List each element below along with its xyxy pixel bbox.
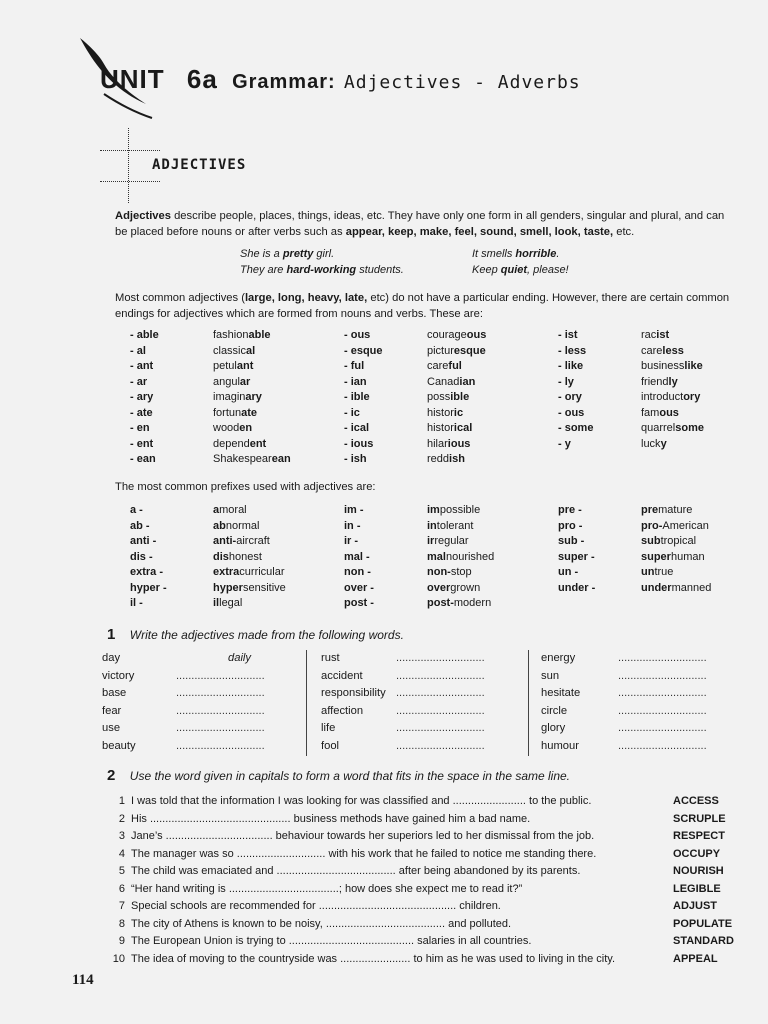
prefix-label: under - <box>558 581 596 594</box>
prefix-example <box>213 581 286 596</box>
prefix-example <box>427 503 480 518</box>
exercise-2-number: 2 <box>107 767 116 784</box>
exercise-2-item-number: 9 <box>118 935 125 947</box>
suffix-label: - ian <box>344 375 367 388</box>
prefix-example <box>427 596 491 611</box>
prefix-example <box>641 565 673 580</box>
suffix-example <box>427 406 463 421</box>
exercise-1-sample-answer: daily <box>228 652 252 664</box>
exercise-1-answer-blank[interactable]: ............................. <box>176 687 265 699</box>
exercise-1-word: rust <box>321 652 340 664</box>
exercise-2-item-text: Jane’s ................................... behaviour towards her superiors led to her dismissal from the job. <box>131 830 595 842</box>
exercise-1-answer-blank[interactable]: ............................. <box>396 652 485 664</box>
example-2: It smells horrible. <box>472 248 560 260</box>
suffix-label: - ant <box>130 360 154 372</box>
exercise-2-item-number: 8 <box>118 917 125 930</box>
prefix-example <box>213 550 262 565</box>
suffix-example-stem: Canad <box>427 375 460 388</box>
title-unit-number: 6a <box>186 64 218 94</box>
prefix-label: mal - <box>344 550 370 563</box>
prefix-label: pro - <box>558 519 583 532</box>
suffix-example <box>213 406 257 421</box>
exercise-2-item-text: I was told that the information I was looking for was classified and ........................ to the public. <box>131 795 592 807</box>
prefix-example-prefix: ab <box>213 519 226 532</box>
exercise-2-item <box>100 898 730 915</box>
exercise-2-capital-word: OCCUPY <box>673 847 721 860</box>
prefix-example-prefix: ir <box>427 535 435 547</box>
suffix-example-ending: ful <box>448 360 462 372</box>
suffix-example <box>213 328 271 343</box>
suffix-label: - ary <box>130 391 154 403</box>
exercise-2-capital-word: ADJUST <box>673 900 718 912</box>
page-number: 114 <box>72 972 94 988</box>
prefix-example-rest: normal <box>225 519 260 532</box>
exercise-2-item-text: “Her hand writing is ....................................; how does she expect me to read it?” <box>131 882 523 895</box>
exercise-1-instruction: Write the adjectives made from the following words. <box>129 628 404 642</box>
exercise-1-answer-blank[interactable]: ............................. <box>618 687 707 699</box>
exercise-1-word: fool <box>321 739 340 752</box>
prefix-example <box>641 550 705 565</box>
prefix-example-prefix: il <box>213 597 220 609</box>
suffix-example-ending: ous <box>466 329 487 341</box>
suffix-example-stem: fashion <box>213 329 249 341</box>
suffix-example-stem: introduct <box>641 391 684 403</box>
prefix-example <box>213 565 285 580</box>
section-divider-bottom <box>100 181 160 182</box>
suffix-example-stem: pictur <box>427 344 454 357</box>
prefix-example-rest: mature <box>658 504 693 516</box>
suffix-example-ending: less <box>662 344 684 357</box>
suffix-example-stem: courage <box>427 329 467 341</box>
suffix-example-stem: quarrel <box>641 422 676 434</box>
exercise-1-word: base <box>102 687 127 699</box>
exercise-1-word: hesitate <box>541 687 581 699</box>
suffix-example <box>213 437 266 452</box>
prefix-example <box>641 534 696 549</box>
suffix-example <box>427 344 486 359</box>
prefix-label: super - <box>558 550 595 563</box>
suffix-label: - ist <box>558 329 578 341</box>
exercise-1-header <box>107 626 404 644</box>
suffix-example-ending: esque <box>453 344 486 357</box>
suffix-example-ending: ical <box>453 422 473 434</box>
prefix-example-rest: curricular <box>239 566 285 578</box>
exercise-1-answer-blank[interactable]: ............................. <box>396 704 485 717</box>
suffix-example-stem: petul <box>213 360 237 372</box>
suffix-example <box>641 359 703 374</box>
exercise-1-word: glory <box>541 722 566 734</box>
exercise-1-word: affection <box>321 704 364 717</box>
section-divider-vertical <box>128 128 129 203</box>
exercise-2-item <box>100 811 730 828</box>
exercise-2-item-text: The idea of moving to the countryside was ....................... to him as he was used to living in the city. <box>131 952 616 965</box>
suffix-label: - ate <box>130 406 153 419</box>
exercise-1-answer-blank[interactable]: ............................. <box>618 669 707 682</box>
exercise-2-item-number: 5 <box>118 865 125 877</box>
suffix-example-ending: ian <box>459 375 476 388</box>
suffix-example-stem: classic <box>213 344 247 357</box>
exercise-2-item <box>100 793 730 810</box>
exercise-1-answer-blank[interactable]: ............................. <box>396 739 485 752</box>
suffix-label: - ent <box>130 437 154 450</box>
exercise-1-answer-blank[interactable]: ............................. <box>618 722 707 734</box>
title-unit: UNIT <box>100 64 165 94</box>
exercise-2-capital-word: RESPECT <box>673 830 725 842</box>
prefix-label: extra - <box>130 566 164 578</box>
suffix-example-stem: luck <box>641 437 661 450</box>
suffix-label: - like <box>558 360 584 372</box>
exercise-2-item <box>100 846 730 863</box>
exercise-2-item-number: 7 <box>118 900 125 912</box>
suffix-label: - y <box>558 437 571 450</box>
prefix-example <box>427 519 473 534</box>
page-title <box>100 64 581 95</box>
suffix-label: - ious <box>344 437 374 450</box>
exercise-2-item-number: 2 <box>118 812 125 825</box>
suffix-label: - ean <box>130 453 156 465</box>
suffix-example-stem: hilar <box>427 437 448 450</box>
suffix-example-ending: ant <box>236 360 254 372</box>
exercise-1-answer-blank[interactable]: ............................. <box>396 687 485 699</box>
intro-verbs: appear, keep, make, feel, sound, smell, look, taste, <box>345 226 614 238</box>
exercise-2-capital-word: POPULATE <box>673 917 733 930</box>
prefix-example-rest: tolerant <box>436 519 474 532</box>
section-divider-top <box>100 150 160 151</box>
prefix-label: anti - <box>130 535 157 547</box>
exercise-2-capital-word: ACCESS <box>673 795 719 807</box>
suffix-example-stem: business <box>641 360 685 372</box>
exercise-2-item <box>100 863 730 880</box>
suffix-example-ending: ous <box>659 406 679 419</box>
prefix-label: hyper - <box>130 581 167 594</box>
prefix-label: a - <box>130 504 143 516</box>
suffix-example-stem: imagin <box>213 391 246 403</box>
prefix-example <box>641 519 709 534</box>
section-heading: ADJECTIVES <box>152 157 247 173</box>
exercise-1-word: energy <box>541 652 576 664</box>
prefix-example-rest: moral <box>219 504 247 516</box>
suffix-label: - ous <box>558 406 585 419</box>
exercise-1-answer-blank[interactable]: ............................. <box>176 739 265 752</box>
suffix-example <box>427 452 465 467</box>
prefix-example-rest: honest <box>228 550 262 563</box>
prefix-example-prefix: sub <box>641 535 661 547</box>
intro-text-2: etc. <box>613 226 635 238</box>
suffix-example <box>427 437 470 452</box>
suffix-label: - some <box>558 422 594 434</box>
prefix-example-prefix: non- <box>427 566 451 578</box>
prefix-label: sub - <box>558 535 585 547</box>
prefix-label: post - <box>344 597 374 609</box>
exercise-1-answer-blank[interactable]: ............................. <box>176 722 265 734</box>
endings-paragraph: Most common adjectives (large, long, heavy, late, etc) do not have a particular ending. However, there are certain common endings for adjectives which are formed from nouns and verbs. These are: <box>115 292 730 320</box>
prefix-example-rest: stop <box>450 566 472 578</box>
suffix-example-stem: wood <box>213 422 240 434</box>
suffix-example <box>427 375 475 390</box>
intro-text-1: describe people, places, things, ideas, etc. They have only one form in all genders, singular and plural, and can be placed before nouns or after verbs such as <box>115 210 725 238</box>
suffix-example-stem: care <box>427 360 449 372</box>
suffix-example-stem: depend <box>213 437 250 450</box>
prefix-example-prefix: under <box>641 581 672 594</box>
prefix-example <box>641 581 711 596</box>
prefix-example-prefix: in <box>427 519 437 532</box>
exercise-1-number: 1 <box>107 626 116 643</box>
exercise-2-item-number: 4 <box>118 847 125 860</box>
suffix-example <box>213 344 255 359</box>
prefix-example-prefix: extra <box>213 566 240 578</box>
exercise-2-instruction: Use the word given in capitals to form a word that fits in the space in the same line. <box>129 769 571 783</box>
exercise-1-divider-1 <box>306 650 307 756</box>
prefix-example-rest: nourished <box>445 550 495 563</box>
intro-paragraph <box>115 208 730 240</box>
suffix-example-ending: able <box>248 329 271 341</box>
suffix-label: - ful <box>344 360 365 372</box>
exercise-1-word: victory <box>102 669 135 682</box>
example-1: She is a pretty girl. <box>240 248 335 260</box>
suffix-example-stem: Shakespear <box>213 453 272 465</box>
suffix-example <box>641 344 684 359</box>
prefix-example-rest: aircraft <box>236 535 270 547</box>
prefix-label: ab - <box>130 519 150 532</box>
suffix-label: - esque <box>344 344 383 357</box>
suffix-example-ending: en <box>239 422 253 434</box>
prefix-example-rest: legal <box>219 597 243 609</box>
exercise-2-capital-word: APPEAL <box>673 952 718 965</box>
suffix-example <box>427 359 462 374</box>
exercise-1-word: day <box>102 652 121 664</box>
suffix-label: - al <box>130 344 146 357</box>
suffix-example <box>213 359 253 374</box>
prefix-example-prefix: mal <box>427 550 446 563</box>
suffix-label: - less <box>558 344 587 357</box>
exercise-2-item <box>100 916 733 933</box>
suffix-example-stem: redd <box>427 453 450 465</box>
prefix-label: dis - <box>130 550 153 563</box>
example-3: They are hard-working students. <box>240 264 404 276</box>
suffix-example <box>641 421 704 436</box>
exercise-1-word: life <box>321 722 336 734</box>
exercise-1-word: circle <box>541 704 568 717</box>
exercise-1-answer-blank[interactable]: ............................. <box>618 652 707 664</box>
exercise-1-divider-2 <box>528 650 529 756</box>
suffix-example <box>213 421 252 436</box>
exercise-1-word: accident <box>321 669 363 682</box>
suffix-example-ending: ist <box>656 329 670 341</box>
exercise-1-answer-blank[interactable]: ............................. <box>176 704 265 717</box>
suffix-example-ending: ary <box>245 391 262 403</box>
exercise-2-capital-word: LEGIBLE <box>673 882 721 895</box>
exercise-2-item-number: 1 <box>118 795 125 807</box>
suffix-example-ending: ic <box>453 406 464 419</box>
suffix-label: - ly <box>558 375 574 388</box>
prefix-example-rest: possible <box>439 504 481 516</box>
suffix-label: - ory <box>558 391 582 403</box>
suffix-example <box>427 421 472 436</box>
suffix-example <box>213 390 262 405</box>
exercise-1-word: beauty <box>102 739 136 752</box>
suffix-example-stem: histor <box>427 422 454 434</box>
prefix-example-rest: sensitive <box>242 581 286 594</box>
prefix-example <box>427 534 469 549</box>
suffix-example-ending: ar <box>239 375 251 388</box>
prefix-example <box>213 503 247 518</box>
exercise-2-item <box>100 828 730 845</box>
exercise-2-item-text: His .............................................. business methods have gained him a bad name. <box>131 812 531 825</box>
prefix-example-prefix: pre <box>641 504 659 516</box>
suffix-example <box>213 452 291 467</box>
prefix-example-rest: regular <box>434 535 469 547</box>
example-4: Keep quiet, please! <box>472 264 569 276</box>
suffix-example-ending: some <box>675 422 704 434</box>
prefix-label: over - <box>344 581 374 594</box>
prefix-example-rest: American <box>662 519 709 532</box>
prefix-example <box>427 581 480 596</box>
prefix-example-rest: manned <box>671 581 712 594</box>
suffix-example-stem: angul <box>213 375 240 388</box>
prefix-example <box>213 519 259 534</box>
suffix-label: - ical <box>344 422 370 434</box>
prefix-example <box>641 503 692 518</box>
prefix-example-rest: grown <box>450 581 481 594</box>
suffix-example-ending: ish <box>449 453 465 465</box>
prefix-example-prefix: post- <box>427 597 454 609</box>
exercise-1-word: sun <box>541 669 560 682</box>
suffix-example <box>213 375 250 390</box>
prefix-label: im - <box>344 504 364 516</box>
suffix-label: - ar <box>130 375 148 388</box>
prefix-label: il - <box>130 597 143 609</box>
suffix-example-ending: ean <box>271 453 291 465</box>
suffix-example-ending: ate <box>241 406 258 419</box>
suffix-example <box>641 406 679 421</box>
exercise-1-word: responsibility <box>321 687 386 699</box>
prefix-example-prefix: im <box>427 504 440 516</box>
prefix-example-prefix: anti- <box>213 535 237 547</box>
suffix-example-stem: poss <box>427 391 451 403</box>
exercise-2-item-text: The manager was so ............................. with his work that he failed to notice me standing there. <box>131 847 597 860</box>
suffix-label: - ous <box>344 329 371 341</box>
suffix-example-ending: ly <box>668 375 678 388</box>
exercise-1-answer-blank[interactable]: ............................. <box>396 669 485 682</box>
exercise-2-item-number: 3 <box>118 830 125 842</box>
exercise-1-word: humour <box>541 739 579 752</box>
suffix-example-ending: ent <box>249 437 267 450</box>
exercise-2-item <box>100 951 730 968</box>
suffix-label: - en <box>130 422 150 434</box>
exercise-1-answer-blank[interactable]: ............................. <box>396 722 485 734</box>
exercise-2-item-text: The city of Athens is known to be noisy, ....................................... and polluted. <box>131 917 512 930</box>
exercise-2-item-text: Special schools are recommended for ............................................. children. <box>131 900 501 912</box>
prefix-example <box>213 534 270 549</box>
exercise-1-answer-blank[interactable]: ............................. <box>618 704 707 717</box>
suffix-example <box>641 375 678 390</box>
suffix-example <box>641 328 669 343</box>
exercise-2-item-text: The European Union is trying to ......................................... salaries in all countries. <box>131 935 532 947</box>
prefix-example-prefix: pro- <box>641 519 663 532</box>
suffix-example <box>427 328 486 343</box>
suffix-label: - ish <box>344 453 367 465</box>
suffix-label: - able <box>130 329 159 341</box>
suffix-example <box>641 437 667 452</box>
prefix-example-rest: modern <box>453 597 492 609</box>
prefix-label: in - <box>344 519 361 532</box>
prefix-example-prefix: dis <box>213 550 229 563</box>
exercise-2-capital-word: STANDARD <box>673 935 734 947</box>
exercise-2-item-number: 10 <box>112 952 125 965</box>
exercise-1-word: fear <box>102 704 122 717</box>
prefix-example-rest: true <box>654 566 674 578</box>
prefix-example <box>213 596 242 611</box>
prefix-label: un - <box>558 566 579 578</box>
suffix-example-stem: friend <box>641 375 669 388</box>
exercise-2-header <box>107 767 570 785</box>
prefix-example-prefix: over <box>427 581 451 594</box>
exercise-2-capital-word: NOURISH <box>673 865 724 877</box>
prefix-example-prefix: hyper <box>213 581 243 594</box>
suffix-example <box>641 390 700 405</box>
suffix-example-ending: ory <box>683 391 701 403</box>
title-topic: Adjectives - Adverbs <box>343 72 581 93</box>
suffix-example-ending: ious <box>447 437 471 450</box>
prefix-label: pre - <box>558 504 582 516</box>
prefix-example-rest: tropical <box>660 535 697 547</box>
suffix-example-stem: rac <box>641 329 657 341</box>
prefix-label: non - <box>344 566 371 578</box>
prefix-example-prefix: un <box>641 566 655 578</box>
suffix-example-ending: ible <box>450 391 470 403</box>
suffix-example-ending: like <box>684 360 703 372</box>
suffix-example-stem: care <box>641 344 663 357</box>
exercise-2-capital-word: SCRUPLE <box>673 812 726 825</box>
prefix-label: ir - <box>344 535 359 547</box>
exercise-2-item-number: 6 <box>118 882 125 895</box>
prefix-example-prefix: super <box>641 550 671 563</box>
exercise-1-answer-blank[interactable]: ............................. <box>176 669 265 682</box>
suffix-label: - ic <box>344 406 360 419</box>
prefix-intro: The most common prefixes used with adjectives are: <box>115 481 376 493</box>
exercise-1-word: use <box>102 722 121 734</box>
prefix-example <box>427 565 472 580</box>
suffix-example-stem: fortun <box>213 406 242 419</box>
exercise-2-item <box>100 881 730 898</box>
suffix-example-ending: y <box>660 437 667 450</box>
title-grammar: Grammar: <box>232 71 336 93</box>
prefix-example-prefix: a <box>213 504 220 516</box>
suffix-example-stem: histor <box>427 406 454 419</box>
suffix-example <box>427 390 469 405</box>
prefix-example <box>427 550 494 565</box>
suffix-example-stem: fam <box>641 406 660 419</box>
exercise-1-answer-blank[interactable]: ............................. <box>618 739 707 752</box>
exercise-2-item-text: The child was emaciated and ....................................... after being abandoned by its parents. <box>131 865 581 877</box>
prefix-example-rest: human <box>670 550 705 563</box>
exercise-2-item <box>100 933 730 950</box>
suffix-label: - ible <box>344 391 370 403</box>
suffix-example-ending: al <box>246 344 256 357</box>
intro-adjectives-word: Adjectives <box>115 210 171 222</box>
